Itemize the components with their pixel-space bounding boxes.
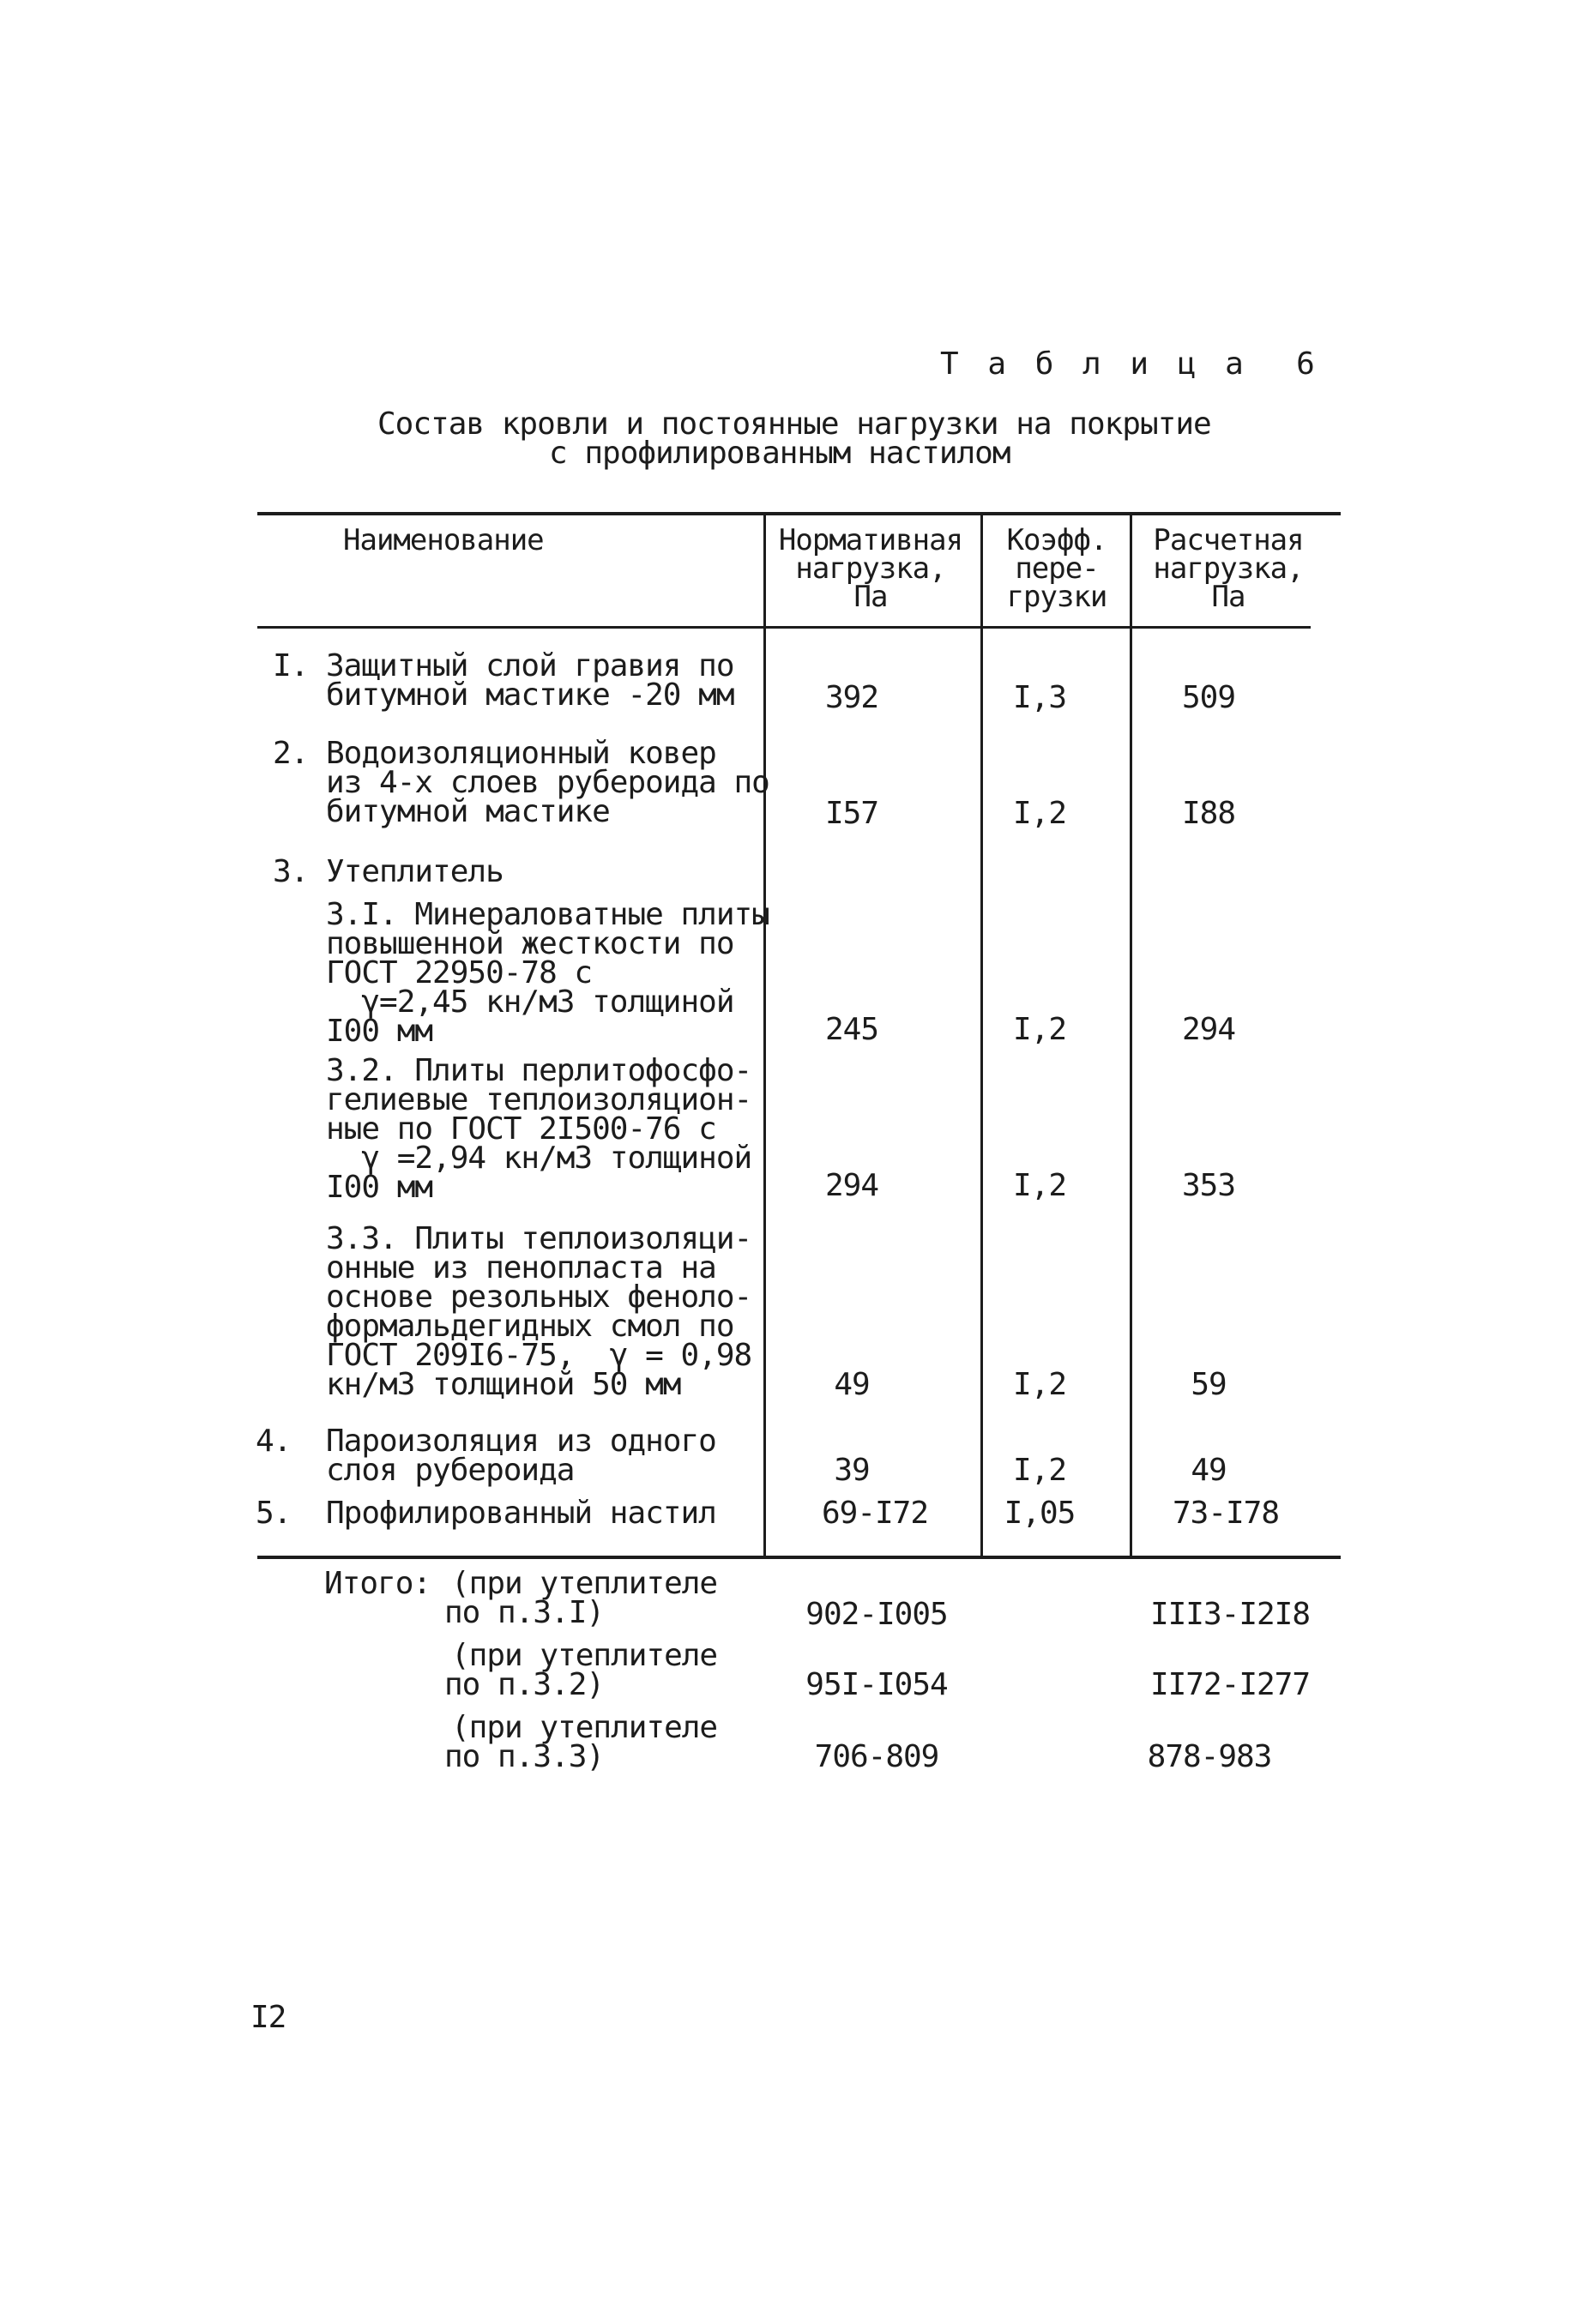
table-label: Т а б л и ц а 6 <box>940 346 1320 382</box>
header-normative-line-1: Нормативная <box>778 523 963 557</box>
row-3-1-name-line-3: ГОСТ 22950-78 с <box>326 955 593 990</box>
row-3-2-name-line-2: гелиевые теплоизоляцион- <box>326 1082 752 1117</box>
total-3-note-line-2: по п.3.3) <box>444 1739 605 1774</box>
total-2-design: II72-I277 <box>1149 1667 1311 1702</box>
row-3-3-name-line-2: онные из пенопласта на <box>326 1250 716 1285</box>
row-5-name: Профилированный настил <box>326 1496 716 1531</box>
row-4-name-line-2: слоя рубероида <box>326 1453 575 1488</box>
table-top-rule <box>257 512 1341 515</box>
row-3-1-name-line-4: γ=2,45 кн/м3 толщиной <box>326 984 734 1020</box>
total-2-normative: 95I-I054 <box>805 1667 948 1702</box>
header-normative-line-2: нагрузка, <box>795 551 946 586</box>
total-2-note-line-1: (при утеплителе <box>451 1638 718 1673</box>
row-3-2-name-line-1: 3.2. Плиты перлитофосфо- <box>326 1053 752 1088</box>
row-3-1-name-line-2: повышенной жесткости по <box>326 926 734 961</box>
row-3-1-name-line-1: 3.I. Минераловатные плиты <box>326 897 769 932</box>
total-1-normative: 902-I005 <box>805 1597 948 1632</box>
table-caption-line-1: Состав кровли и постоянные нагрузки на покрытие <box>377 406 1211 442</box>
header-coef-line-2: пере- <box>1015 551 1099 586</box>
row-2-name-line-1: Водоизоляционный ковер <box>326 736 716 771</box>
row-1-number: I. <box>273 648 309 683</box>
header-design-line-3: Па <box>1211 580 1245 614</box>
row-3-3-name-line-4: формальдегидных смол по <box>326 1309 734 1344</box>
row-2-name-line-3: битумной мастике <box>326 794 610 829</box>
total-1-note-line-2: по п.3.I) <box>444 1595 605 1630</box>
total-3-note-line-1: (при утеплителе <box>451 1710 718 1745</box>
total-2-note-line-2: по п.3.2) <box>444 1667 605 1702</box>
header-coef-line-1: Коэфф. <box>1006 523 1107 557</box>
row-3-1-design: 294 <box>1181 1012 1236 1047</box>
row-3-3-coef: I,2 <box>1012 1367 1067 1402</box>
row-3-3-name-line-5: ГОСТ 209I6-75, γ = 0,98 <box>326 1338 752 1373</box>
row-1-name-line-2: битумной мастике -20 мм <box>326 677 734 713</box>
row-3-number: 3. <box>273 854 309 889</box>
row-3-3-name-line-3: основе резольных феноло- <box>326 1279 752 1315</box>
column-divider-3 <box>1130 513 1132 1556</box>
row-4-name-line-1: Пароизоляция из одного <box>326 1424 716 1459</box>
row-3-3-name-line-6: кн/м3 толщиной 50 мм <box>326 1367 681 1402</box>
row-4-normative: 39 <box>834 1453 870 1488</box>
total-1-note-line-1: (при утеплителе <box>451 1566 718 1601</box>
row-5-design: 73-I78 <box>1172 1496 1280 1531</box>
header-design-line-1: Расчетная <box>1153 523 1304 557</box>
row-2-coef: I,2 <box>1012 796 1067 831</box>
row-3-2-name-line-3: ные по ГОСТ 2I500-76 с <box>326 1111 716 1147</box>
table-bottom-rule <box>257 1556 1341 1559</box>
row-2-name-line-2: из 4-х слоев рубероида по <box>326 765 769 800</box>
column-divider-2 <box>980 513 983 1556</box>
total-1-design: III3-I2I8 <box>1149 1597 1311 1632</box>
row-1-design: 509 <box>1181 680 1236 715</box>
row-3-name: Утеплитель <box>326 854 504 889</box>
row-4-number: 4. <box>256 1424 292 1459</box>
row-5-coef: I,05 <box>1004 1496 1076 1531</box>
row-3-1-coef: I,2 <box>1012 1012 1067 1047</box>
row-4-design: 49 <box>1191 1453 1227 1488</box>
header-bottom-rule <box>257 626 1311 629</box>
row-1-coef: I,3 <box>1012 680 1067 715</box>
row-5-normative: 69-I72 <box>821 1496 929 1531</box>
row-3-2-coef: I,2 <box>1012 1168 1067 1203</box>
row-3-3-name-line-1: 3.3. Плиты теплоизоляци- <box>326 1221 752 1256</box>
row-5-number: 5. <box>256 1496 292 1531</box>
header-name: Наименование <box>343 523 544 557</box>
row-2-number: 2. <box>273 736 309 771</box>
row-3-2-name-line-5: I00 мм <box>326 1170 433 1205</box>
row-3-2-design: 353 <box>1181 1168 1236 1203</box>
row-1-normative: 392 <box>824 680 879 715</box>
row-3-3-normative: 49 <box>834 1367 870 1402</box>
row-3-1-name-line-5: I00 мм <box>326 1014 433 1049</box>
header-coef-line-3: грузки <box>1006 580 1107 614</box>
row-3-3-design: 59 <box>1191 1367 1227 1402</box>
column-divider-1 <box>763 513 766 1556</box>
row-3-2-name-line-4: γ =2,94 кн/м3 толщиной <box>326 1141 752 1176</box>
header-normative-line-3: Па <box>853 580 888 614</box>
total-3-design: 878-983 <box>1147 1739 1272 1774</box>
row-2-normative: I57 <box>824 796 879 831</box>
table-caption-line-2: с профилированным настилом <box>549 436 1010 471</box>
totals-label: Итого: <box>324 1566 431 1601</box>
row-1-name-line-1: Защитный слой гравия по <box>326 648 734 683</box>
row-2-design: I88 <box>1181 796 1236 831</box>
header-design-line-2: нагрузка, <box>1153 551 1304 586</box>
row-4-coef: I,2 <box>1012 1453 1067 1488</box>
row-3-1-normative: 245 <box>824 1012 879 1047</box>
page-number: I2 <box>250 2000 286 2035</box>
row-3-2-normative: 294 <box>824 1168 879 1203</box>
total-3-normative: 706-809 <box>814 1739 939 1774</box>
